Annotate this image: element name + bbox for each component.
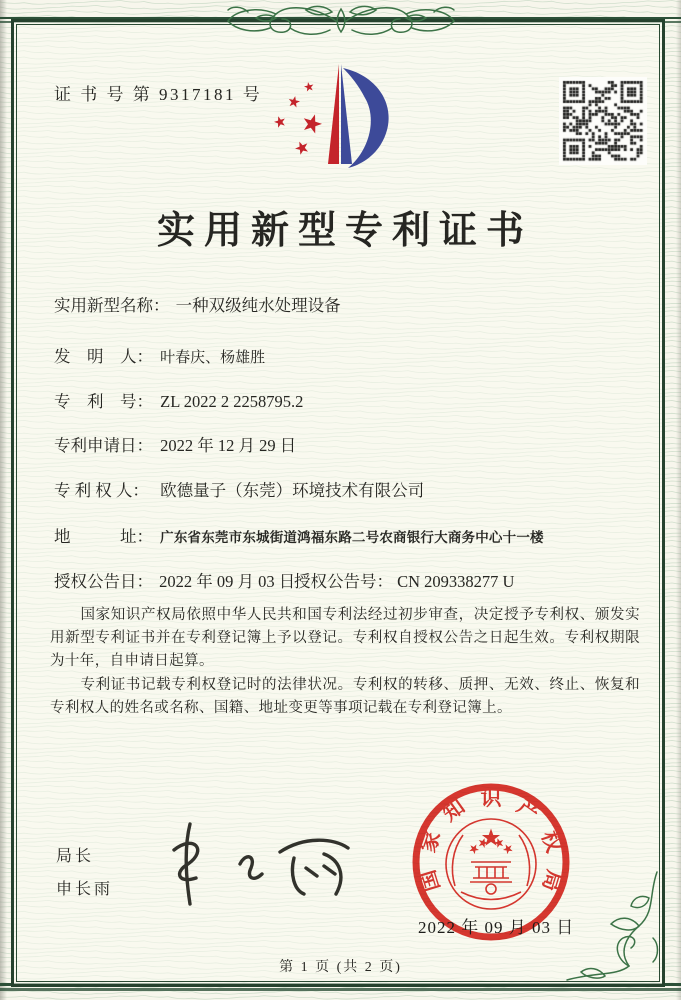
page-number: 第 1 页 (共 2 页) bbox=[279, 960, 402, 975]
national-emblem-icon bbox=[446, 819, 536, 909]
scan-edge-shadow-right bbox=[676, 0, 681, 1000]
field-row-grant bbox=[54, 568, 515, 592]
certificate-number: 证 书 号 第 9317181 号 bbox=[54, 85, 263, 104]
certificate-title: 实用新型专利证书 bbox=[156, 210, 533, 252]
field-label: 专 利 权 人： bbox=[54, 481, 149, 500]
field-value: 广东省东莞市东城街道鸿福东路二号农商银行大商务中心十一楼 bbox=[160, 530, 544, 545]
field-label: 专利申请日： bbox=[54, 436, 153, 455]
field-label: 实用新型名称： bbox=[54, 296, 170, 315]
floral-ornament-icon bbox=[186, 2, 496, 40]
field-label: 授权公告日： bbox=[54, 572, 153, 591]
svg-text:国: 国 bbox=[415, 867, 445, 895]
svg-text:产: 产 bbox=[512, 794, 544, 826]
field-row-patentee bbox=[54, 477, 424, 501]
grant-number-group bbox=[294, 568, 514, 592]
field-label: 地 址： bbox=[54, 527, 153, 546]
field-value: 叶春庆、杨雄胜 bbox=[160, 350, 266, 366]
legal-paragraph-1: 国家知识产权局依照中华人民共和国专利法经过初步审查，决定授予专利权、颁发实用新型专利证书并在专利登记簿上予以登记。专利权自授权公告之日起生效。专利权期限为十年，自申请日起算。 bbox=[50, 607, 640, 670]
field-value: 欧德量子（东莞）环境技术有限公司 bbox=[160, 481, 425, 500]
svg-text:识: 识 bbox=[480, 786, 502, 810]
field-label: 授权公告号： bbox=[294, 572, 393, 591]
svg-text:权: 权 bbox=[536, 827, 567, 856]
field-value: 2022 年 12 月 29 日 bbox=[160, 436, 297, 455]
field-label: 专 利 号： bbox=[54, 392, 153, 411]
legal-text bbox=[50, 604, 640, 720]
scan-edge-shadow-left bbox=[0, 0, 7, 1000]
field-value: 一种双级纯水处理设备 bbox=[175, 296, 341, 315]
field-value: ZL 2022 2 2258795.2 bbox=[160, 392, 304, 411]
field-row-filing-date bbox=[54, 432, 296, 456]
field-row-patent-no bbox=[54, 388, 303, 412]
field-label: 发 明 人： bbox=[54, 347, 153, 366]
field-row-address bbox=[54, 523, 544, 547]
qr-code bbox=[559, 77, 647, 165]
svg-text:家: 家 bbox=[415, 827, 446, 856]
legal-paragraph-2: 专利证书记载专利权登记时的法律状况。专利权的转移、质押、无效、终止、恢复和专利权人的姓名或名称、国籍、地址变更等事项记载在专利登记簿上。 bbox=[50, 676, 640, 716]
cnipa-logo-icon bbox=[256, 56, 426, 178]
field-row-name bbox=[54, 292, 341, 316]
svg-text:局: 局 bbox=[537, 867, 567, 895]
field-value: 2022 年 09 月 03 日 bbox=[159, 572, 296, 591]
director-title: 局长 bbox=[56, 848, 95, 865]
svg-text:知: 知 bbox=[438, 794, 470, 826]
director-name: 申长雨 bbox=[56, 881, 114, 898]
field-row-inventor bbox=[54, 343, 265, 367]
field-value: CN 209338277 U bbox=[397, 572, 515, 591]
director-signature bbox=[128, 812, 363, 914]
seal-date: 2022 年 09 月 03 日 bbox=[418, 918, 575, 937]
